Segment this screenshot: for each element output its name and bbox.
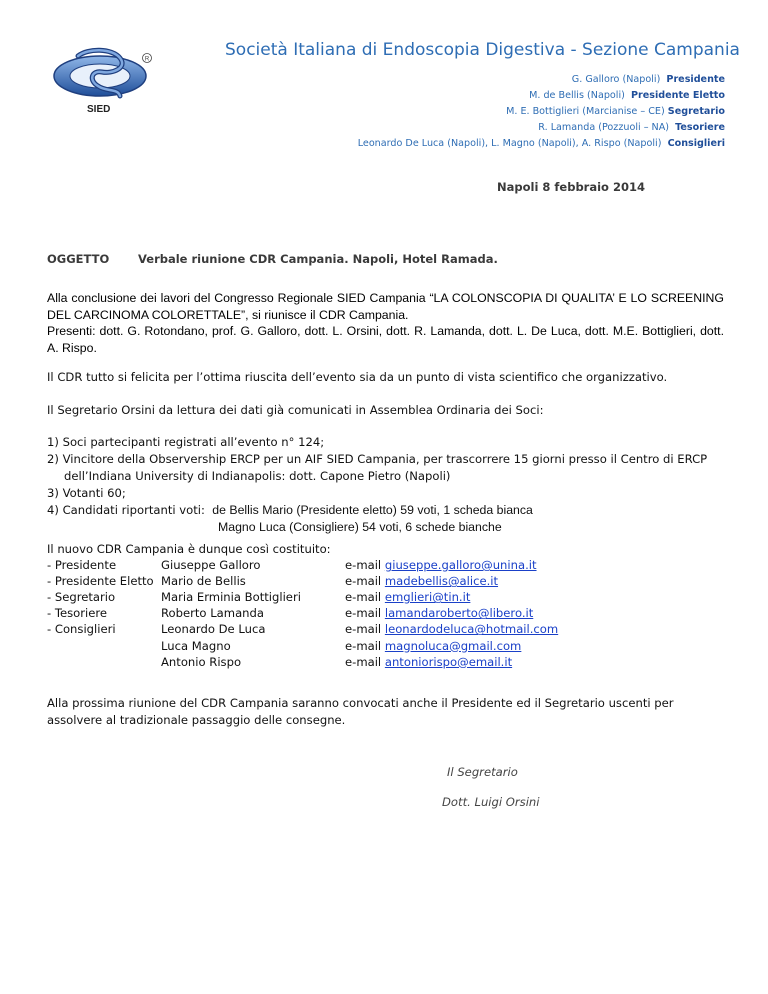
secretary-paragraph: Il Segretario Orsini da lettura dei dati già comunicati in Assemblea Ordinaria dei Soci:	[47, 403, 544, 417]
email-link[interactable]: emglieri@tin.it	[384, 590, 471, 605]
signature-name: Dott. Luigi Orsini	[442, 795, 540, 809]
subject-text: Verbale riunione CDR Campania. Napoli, Hotel Ramada.	[138, 252, 498, 266]
table-row: - Segretario Maria Erminia Bottiglieri e-mail emglieri@tin.it	[47, 590, 471, 605]
results-list	[47, 434, 707, 536]
email-link[interactable]: magnoluca@gmail.com	[384, 638, 522, 653]
email-link[interactable]: lamandaroberto@libero.it	[384, 606, 534, 621]
cdr-intro: Il nuovo CDR Campania è dunque così costituito:	[47, 542, 331, 556]
email-link[interactable]: giuseppe.galloro@unina.it	[384, 558, 537, 573]
subject-label: OGGETTO	[47, 252, 110, 266]
closing-paragraph: Alla prossima riunione del CDR Campania saranno convocati anche il Presidente ed il Segretario uscenti per assolvere al tradizionale passaggio delle consegne.	[47, 696, 674, 727]
officer-line: M. E. Bottiglieri (Marcianise – CE) Segretario	[506, 106, 725, 117]
table-row: - Presidente Giuseppe Galloro e-mail giuseppe.galloro@unina.it	[47, 558, 537, 573]
attendees-text: Presenti: dott. G. Rotondano, prof. G. Galloro, dott. L. Orsini, dott. R. Lamanda, dott. L. De Luca, dott. M.E. Bottiglieri, dott. A. Rispo.	[47, 324, 724, 355]
officer-line: G. Galloro (Napoli) Presidente	[571, 74, 725, 85]
logo-text: SIED	[87, 104, 111, 115]
list-item: 4) Candidati riportanti voti: de Bellis Mario (Presidente eletto) 59 voti, 1 scheda bianca	[47, 503, 533, 517]
email-link[interactable]: leonardodeluca@hotmail.com	[384, 622, 559, 637]
email-link[interactable]: antoniorispo@email.it	[384, 654, 513, 669]
intro-paragraph	[47, 290, 724, 356]
table-row: Luca Magno e-mail magnoluca@gmail.com	[161, 638, 522, 653]
letter-date: Napoli 8 febbraio 2014	[497, 180, 645, 194]
table-row: - Presidente Eletto Mario de Bellis e-mail madebellis@alice.it	[47, 574, 499, 589]
organization-title: Società Italiana di Endoscopia Digestiva - Sezione Campania	[225, 40, 740, 60]
email-link[interactable]: madebellis@alice.it	[384, 574, 499, 589]
officer-line: Leonardo De Luca (Napoli), L. Magno (Napoli), A. Rispo (Napoli) Consiglieri	[357, 138, 725, 149]
svg-text:R: R	[144, 56, 150, 63]
table-row: Antonio Rispo e-mail antoniorispo@email.it	[161, 654, 513, 669]
congratulations-paragraph: Il CDR tutto si felicita per l’ottima riuscita dell’evento sia da un punto di vista scientifico che organizzativo.	[47, 370, 668, 384]
officer-line: R. Lamanda (Pozzuoli – NA) Tesoriere	[538, 122, 725, 133]
table-row: - Tesoriere Roberto Lamanda e-mail lamandaroberto@libero.it	[47, 606, 534, 621]
officers-list	[358, 72, 725, 152]
list-item-continuation: Magno Luca (Consigliere) 54 voti, 6 schede bianche	[218, 520, 502, 534]
table-row: - Consiglieri Leonardo De Luca e-mail leonardodeluca@hotmail.com	[47, 622, 559, 637]
list-item: 3) Votanti 60;	[47, 486, 126, 500]
list-item-continuation: dell’Indiana University di Indianapolis: dott. Capone Pietro (Napoli)	[64, 469, 451, 483]
cdr-composition	[47, 541, 558, 670]
list-item: 1) Soci partecipanti registrati all’evento n° 124;	[47, 435, 325, 449]
officer-line: M. de Bellis (Napoli) Presidente Eletto	[529, 90, 725, 101]
signature-title: Il Segretario	[447, 765, 518, 779]
list-item: 2) Vincitore della Observership ERCP per un AIF SIED Campania, per trascorrere 15 giorni presso il Centro di ERCP	[47, 452, 708, 466]
intro-text: Alla conclusione dei lavori del Congresso Regionale SIED Campania “LA COLONSCOPIA DI QUALITA’ E LO SCREENING DEL CARCINOMA COLORETTALE”, si riunisce il CDR Campania.	[47, 291, 724, 322]
